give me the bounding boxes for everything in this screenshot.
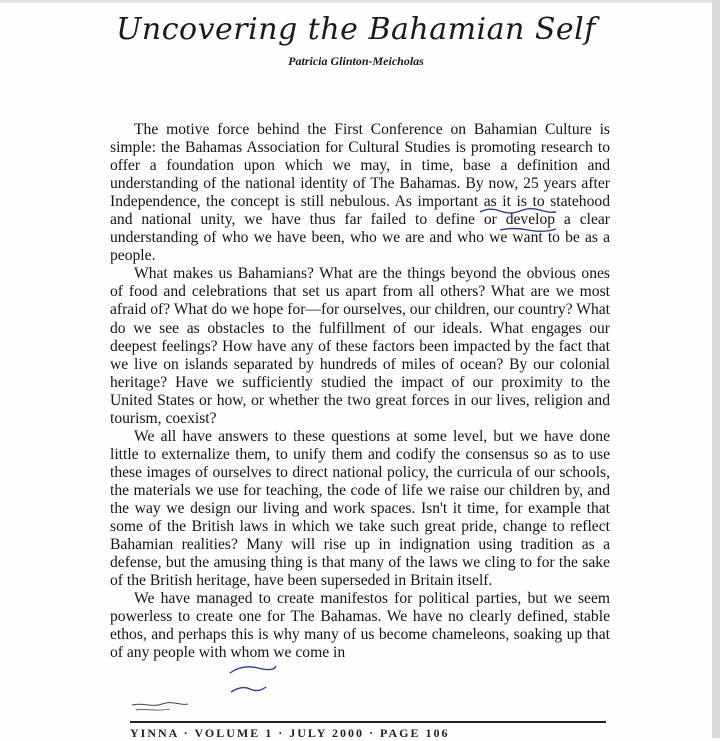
paragraph-1: The motive force behind the First Conference on Bahamian Culture is simple: the Bahamas Association for Cultural Studies is promoting research to offer a foundation upon which we may, in time, base a definition and understanding of the national identity of The Bahamas. By now, 25 years after Independence, the concept is still nebulous. As important as it is to statehood and national unity, we have thus far failed to define or develop a clear understanding of who we have been, who we are and who we want to be as a people.	[110, 121, 610, 265]
page-top-edge	[0, 0, 712, 3]
pen-mark-ethos	[228, 662, 278, 676]
article-body	[110, 121, 610, 662]
paragraph-2: What makes us Bahamians? What are the things beyond the obvious ones of food and celebrations that set us apart from all others? What are we most afraid of? What do we hope for—for ourselves, our children, our country? What do we see as obstacles to the fulfillment of our ideals. What engages our deepest feelings? How have any of these factors been impacted by the fact that we live on islands separated by hundreds of miles of ocean? By our colonial heritage? Have we sufficiently studied the impact of our proximity to the United States or how, or whether the two great forces in our lives, religion and tourism, coexist?	[110, 265, 610, 427]
author-name: Patricia Glinton-Meicholas	[288, 54, 424, 68]
page-footer: YINNA · VOLUME 1 · JULY 2000 · PAGE 106	[130, 726, 450, 740]
pen-mark-soaking	[228, 683, 268, 695]
paragraph-3: We all have answers to these questions at some level, but we have done little to externalize them, to unify them and codify the consensus so as to use these images of ourselves to direct national policy, the curricula of our schools, the materials we use for teaching, the code of life we raise our children by, and the way we design our living and work spaces. Isn't it time, for example that some of the British laws in which we take such great pride, change to reflect Bahamian realities? Many will rise up in indignation using tradition as a defense, but the amusing thing is that many of the laws we cling to for the sake of the British heritage, have been superseded in Britain itself.	[110, 427, 610, 590]
pen-scribble-margin	[130, 700, 190, 714]
paragraph-4: We have managed to create manifestos for political parties, but we seem powerless to create one for The Bahamas. We have no clearly defined, stable ethos, and perhaps this is why many of us become chameleons, soaking up that of any people with whom we come in	[110, 590, 610, 662]
document-title: Uncovering the Bahamian Self	[116, 12, 596, 47]
footer-divider	[130, 721, 606, 723]
